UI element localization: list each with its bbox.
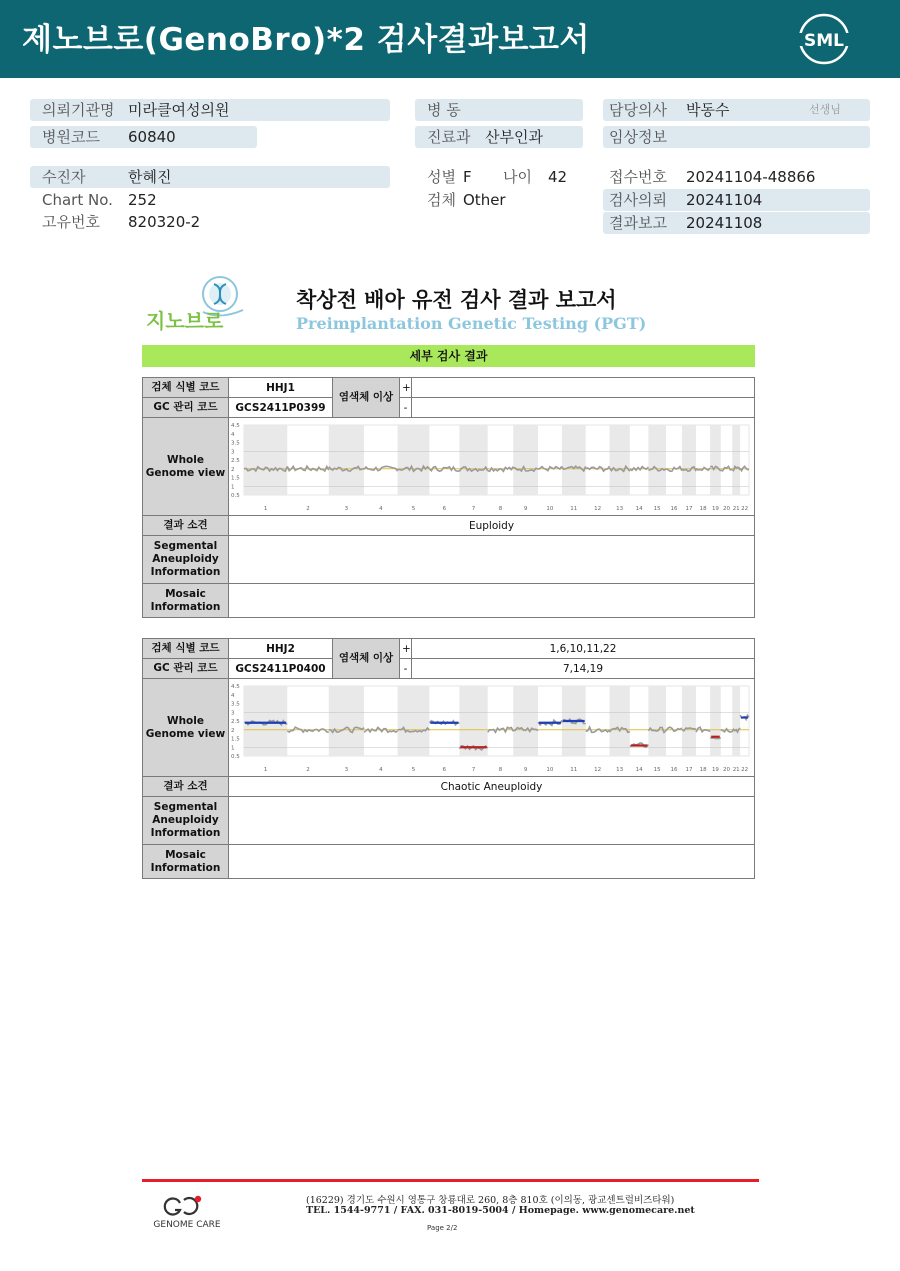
x-tick-label: 21 [732,766,740,773]
x-tick-label: 17 [685,766,693,773]
mosaic-value [229,845,755,879]
sample-code-value: HHJ1 [229,378,333,398]
x-tick-label: 14 [635,766,643,773]
pgt-report-title: 착상전 배아 유전 검사 결과 보고서 [296,288,617,312]
gc-code-value: GCS2411P0400 [229,659,333,679]
footer-address: (16229) 경기도 수원시 영통구 창룡대로 260, 8층 810호 (이의동, 광교센트럴비즈타워) [306,1195,675,1206]
x-tick-label: 10 [546,505,554,512]
report-date-label: 결과보고 [609,214,667,232]
x-tick-label: 21 [732,505,740,512]
chart-no-label: Chart No. [42,191,113,209]
genome-plot [229,680,754,776]
x-tick-label: 3 [344,766,349,773]
x-tick-label: 18 [699,766,707,773]
doctor-field [603,99,870,121]
mosaic-label: Mosaic Information [143,845,229,879]
sex-age-field [415,166,583,188]
chromosome-band [610,686,630,756]
genobro-logo-icon [145,274,255,336]
mosaic-value [229,584,755,618]
x-tick-label: 11 [570,505,578,512]
sample-table-2 [142,638,755,879]
gain-sign: + [400,639,412,659]
result-finding-label: 결과 소견 [143,777,229,797]
age-label: 나이 [503,168,532,186]
examinee-field [30,166,390,188]
footer-divider [142,1179,759,1182]
y-tick-label: 2 [231,466,235,473]
whole-genome-view [229,679,755,777]
x-tick-label: 14 [635,505,643,512]
x-tick-label: 19 [711,766,719,773]
segmental-value [229,797,755,845]
chromosome-band [513,425,538,495]
ward-label: 병 동 [427,101,461,119]
chromosome-band [682,425,696,495]
chromosome-band [610,425,630,495]
institution-field [30,99,390,121]
x-tick-label: 11 [570,766,578,773]
chromosome-band [710,425,721,495]
x-tick-label: 12 [594,505,602,512]
whole-genome-view [229,418,755,516]
section-title: 세부 검사 결과 [142,345,755,367]
gain-sign: + [400,378,412,398]
x-tick-label: 15 [653,505,661,512]
institution-label: 의뢰기관명 [42,101,115,119]
y-tick-label: 2 [231,727,235,734]
chromosome-band [398,686,430,756]
gc-code-label: GC 관리 코드 [143,398,229,418]
genobro-logo-text: 지노브로 [146,309,224,333]
gain-chromosomes [412,378,755,398]
sample-code-label: 검체 식별 코드 [143,378,229,398]
x-tick-label: 17 [685,505,693,512]
request-date-label: 검사의뢰 [609,191,667,209]
department-field [415,126,583,148]
sample-code-value: HHJ2 [229,639,333,659]
sample-code-label: 검체 식별 코드 [143,639,229,659]
chromosome-band [710,686,721,756]
report-date-field [603,212,870,234]
x-tick-label: 1 [263,766,268,773]
unique-no-value: 820320-2 [128,213,201,231]
chromosome-band [648,425,666,495]
result-finding-value: Chaotic Aneuploidy [229,777,755,797]
y-tick-label: 4 [231,431,235,438]
y-tick-label: 0.5 [231,753,240,760]
loss-sign: - [400,398,412,418]
segmental-label: Segmental Aneuploidy Information [143,536,229,584]
genome-care-logo-icon [140,1190,234,1230]
x-tick-label: 8 [498,766,503,773]
hospital-code-value: 60840 [128,128,176,146]
sml-logo-text: SML [804,31,844,51]
doctor-label: 담당의사 [609,101,667,119]
receipt-no-label: 접수번호 [609,168,667,186]
y-tick-label: 2.5 [231,718,240,725]
age-value: 42 [548,168,568,186]
x-tick-label: 5 [411,505,416,512]
chromosome-band [732,425,740,495]
examinee-value: 한혜진 [128,168,172,186]
gc-code-label: GC 관리 코드 [143,659,229,679]
x-tick-label: 13 [616,505,624,512]
x-tick-label: 1 [263,505,268,512]
sex-label: 성별 [427,168,456,186]
x-tick-label: 2 [306,766,310,773]
sample-table-1 [142,377,755,618]
chromosome-abnormality-label: 염색체 이상 [333,378,400,418]
x-tick-label: 16 [670,505,678,512]
chromosome-band [682,686,696,756]
pgt-report-subtitle: Preimplantation Genetic Testing (PGT) [296,314,647,333]
x-tick-label: 4 [379,766,383,773]
page-number: Page 2/2 [427,1224,458,1232]
request-date-field [603,189,870,211]
doctor-suffix: 선생님 [809,103,841,116]
examinee-label: 수진자 [42,168,86,186]
chromosome-band [329,425,364,495]
x-tick-label: 22 [741,505,749,512]
x-tick-label: 2 [306,505,310,512]
chromosome-band [244,425,287,495]
chromosome-band [398,425,430,495]
sml-logo-icon [797,12,851,66]
y-tick-label: 4 [231,692,235,699]
x-tick-label: 18 [699,505,707,512]
chart-no-field [30,189,390,211]
gain-chromosomes: 1,6,10,11,22 [412,639,755,659]
chromosome-band [562,425,586,495]
chromosome-band [459,425,487,495]
x-tick-label: 13 [616,766,624,773]
y-tick-label: 1.5 [231,736,240,742]
y-tick-label: 1 [231,483,235,490]
chromosome-abnormality-label: 염색체 이상 [333,639,400,679]
y-tick-label: 2.5 [231,457,240,464]
y-tick-label: 1 [231,744,235,751]
x-tick-label: 6 [442,505,447,512]
y-tick-label: 3 [231,448,235,455]
x-tick-label: 16 [670,766,678,773]
loss-sign: - [400,659,412,679]
genome-plot [229,419,754,515]
chart-no-value: 252 [128,191,157,209]
institution-value: 미라클여성의원 [128,101,230,119]
x-tick-label: 19 [711,505,719,512]
genome-care-logo-text: GENOME CARE [153,1220,221,1230]
y-tick-label: 3 [231,709,235,716]
x-tick-label: 8 [498,505,503,512]
x-tick-label: 22 [741,766,749,773]
x-tick-label: 9 [523,505,528,512]
hospital-code-field [30,126,257,148]
result-finding-value: Euploidy [229,516,755,536]
loss-chromosomes [412,398,755,418]
y-tick-label: 1.5 [231,475,240,481]
x-tick-label: 9 [523,766,528,773]
y-tick-label: 4.5 [231,683,240,690]
segmental-label: Segmental Aneuploidy Information [143,797,229,845]
specimen-label: 검체 [427,191,456,209]
x-tick-label: 10 [546,766,554,773]
x-tick-label: 3 [344,505,349,512]
unique-no-field [30,211,390,233]
chromosome-band [732,686,740,756]
x-tick-label: 15 [653,766,661,773]
y-tick-label: 3.5 [231,440,240,446]
gc-code-value: GCS2411P0399 [229,398,333,418]
y-tick-label: 3.5 [231,701,240,707]
report-date-value: 20241108 [686,214,763,232]
loss-chromosomes: 7,14,19 [412,659,755,679]
clinical-info-label: 임상정보 [609,128,667,146]
x-tick-label: 7 [471,505,476,512]
x-tick-label: 7 [471,766,476,773]
y-tick-label: 0.5 [231,492,240,499]
footer-contact: TEL. 1544-9771 / FAX. 031-8019-5004 / Homepage. www.genomecare.net [306,1205,695,1216]
chromosome-band [513,686,538,756]
ward-field [415,99,583,121]
report-header [0,0,900,78]
department-label: 진료과 [427,128,471,146]
chromosome-band [329,686,364,756]
report-title: 제노브로(GenoBro)*2 검사결과보고서 [22,22,590,58]
chromosome-band [244,686,287,756]
whole-genome-label: Whole Genome view [143,679,229,777]
receipt-no-field [603,166,870,188]
x-tick-label: 5 [411,766,416,773]
specimen-field [415,189,583,211]
sex-value: F [463,168,472,186]
x-tick-label: 12 [594,766,602,773]
x-tick-label: 20 [722,766,730,773]
doctor-value: 박동수 [686,101,730,119]
x-tick-label: 20 [722,505,730,512]
unique-no-label: 고유번호 [42,213,100,231]
x-tick-label: 4 [379,505,383,512]
result-finding-label: 결과 소견 [143,516,229,536]
x-tick-label: 6 [442,766,447,773]
request-date-value: 20241104 [686,191,763,209]
plot-area [244,425,749,495]
y-tick-label: 4.5 [231,422,240,429]
hospital-code-label: 병원코드 [42,128,100,146]
department-value: 산부인과 [485,128,543,146]
specimen-value: Other [463,191,506,209]
clinical-info-field [603,126,870,148]
chromosome-band [648,686,666,756]
whole-genome-label: Whole Genome view [143,418,229,516]
plot-area [244,686,749,756]
receipt-no-value: 20241104-48866 [686,168,816,186]
segmental-value [229,536,755,584]
mosaic-label: Mosaic Information [143,584,229,618]
